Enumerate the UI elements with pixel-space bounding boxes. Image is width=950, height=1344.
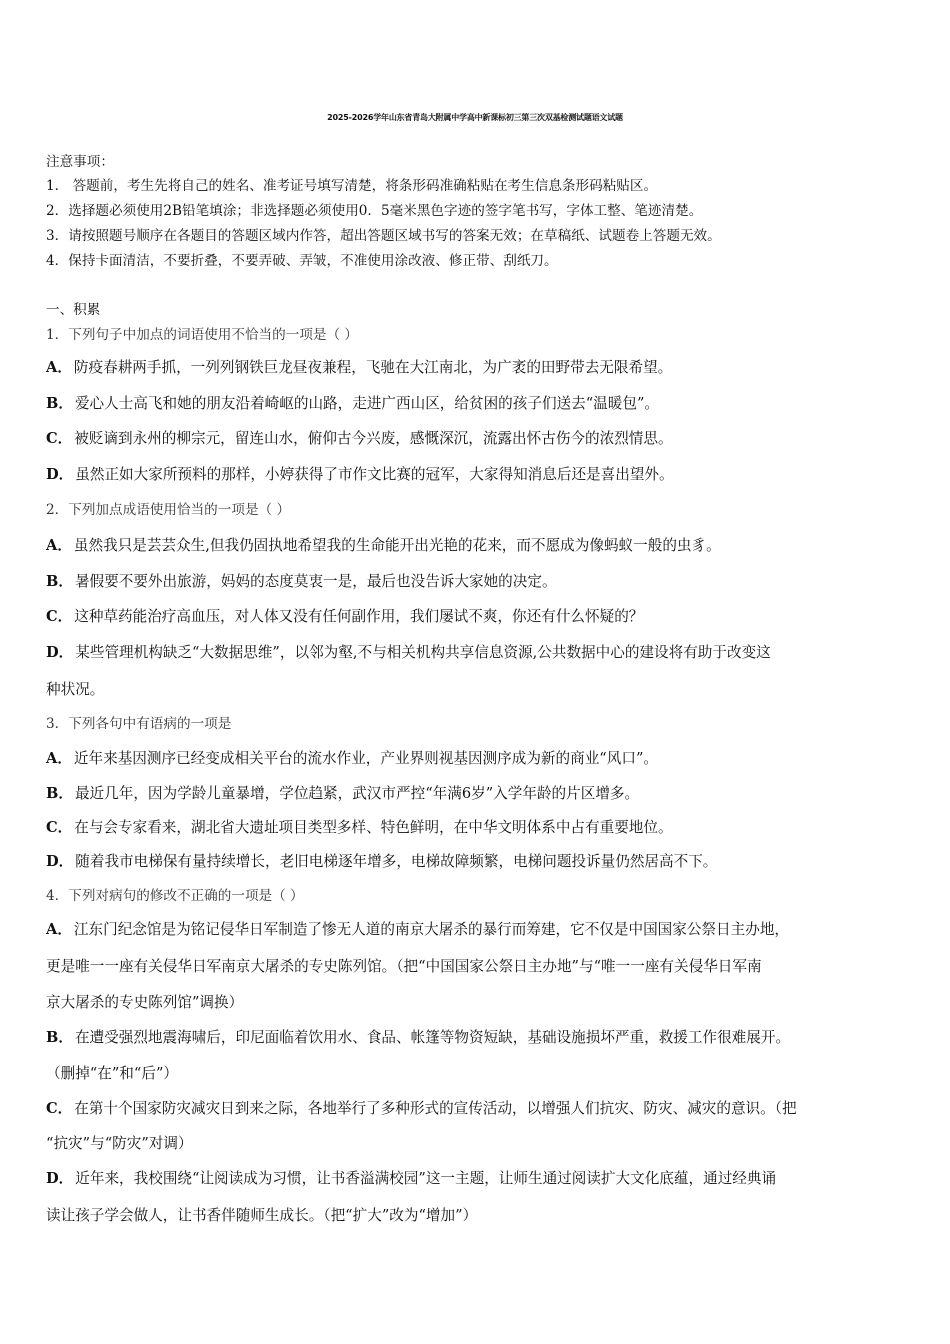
option-text: 虽然正如大家所预料的那样，小婷获得了市作文比赛的冠军，大家得知消息后还是喜出望外。 — [75, 466, 674, 483]
question-option — [46, 536, 721, 556]
question-stem: 1．下列句子中加点的词语使用不恰当的一项是（ ） — [46, 327, 359, 343]
option-continuation: “抗灾”与“防灾”对调） — [46, 1135, 193, 1152]
question-option — [46, 429, 673, 449]
option-text: 在与会专家看来，湖北省大遗址项目类型多样、特色鲜明，在中华文明体系中占有重要地位。 — [74, 819, 673, 836]
option-continuation: 更是唯一一座有关侵华日军南京大屠杀的专史陈列馆。（把“中国国家公祭日主办地”与“唯一一座有关侵华日军南 — [46, 958, 762, 975]
option-letter: D． — [46, 644, 74, 661]
question-option — [46, 572, 557, 592]
option-text: 防疫春耕两手抓，一列列钢铁巨龙昼夜兼程，飞驰在大江南北，为广袤的田野带去无限希望。 — [73, 359, 673, 376]
question-option — [46, 643, 771, 663]
option-letter: A． — [46, 537, 72, 554]
option-continuation: 京大屠杀的专史陈列馆”调换） — [46, 994, 244, 1011]
option-letter: A． — [46, 750, 72, 767]
notice-item: 1． 答题前，考生先将自己的姓名、准考证号填写清楚，将条形码准确粘贴在考生信息条形码粘贴区。 — [46, 178, 658, 194]
option-letter: C． — [46, 1100, 73, 1117]
option-text: 最近几年，因为学龄儿童暴增，学位趋紧，武汉市严控“年满6岁”入学年龄的片区增多。 — [74, 785, 640, 802]
page-title: 2025-2026学年山东省青岛大附属中学高中新课标初三第三次双基检测试题语文试题 — [327, 113, 623, 122]
question-stem: 3．下列各句中有语病的一项是 — [46, 716, 232, 732]
option-continuation: 读让孩子学会做人，让书香伴随师生成长。（把“扩大”改为“增加”） — [46, 1207, 478, 1224]
option-letter: C． — [46, 430, 73, 447]
section-heading: 一、积累 — [46, 302, 101, 318]
question-option — [46, 1028, 790, 1048]
question-stem: 4．下列对病句的修改不正确的一项是（ ） — [46, 888, 304, 904]
option-letter: C． — [46, 819, 73, 836]
option-text: 某些管理机构缺乏“大数据思维”，以邻为壑,不与相关机构共享信息资源,公共数据中心的建设将有助于改变这 — [75, 644, 771, 661]
option-letter: A． — [46, 921, 72, 938]
question-option — [46, 784, 639, 804]
question-option — [46, 818, 673, 838]
notice-item: 2．选择题必须使用2B铅笔填涂；非选择题必须使用0．5毫米黑色字迹的签字笔书写，字体工整、笔迹清楚。 — [46, 203, 703, 219]
question-option — [46, 358, 672, 378]
option-letter: B． — [46, 395, 73, 412]
option-text: 被贬谪到永州的柳宗元，留连山水，俯仰古今兴废，感慨深沉，流露出怀古伤今的浓烈情思。 — [74, 430, 673, 447]
option-text: 在第十个国家防灾减灾日到来之际，各地举行了多种形式的宣传活动，以增强人们抗灾、防灾、减灾的意识。（把 — [74, 1100, 797, 1117]
notice-item: 4．保持卡面清洁，不要折叠，不要弄破、弄皱，不准使用涂改液、修正带、刮纸刀。 — [46, 253, 558, 269]
option-text: 在遭受强烈地震海啸后，印尼面临着饮用水、食品、帐篷等物资短缺，基础设施损坏严重，救援工作很难展开。 — [74, 1029, 791, 1046]
option-text: 近年来基因测序已经变成相关平台的流水作业，产业界则视基因测序成为新的商业“风口”。 — [73, 750, 659, 767]
option-letter: B． — [46, 785, 73, 802]
notice-heading: 注意事项： — [46, 154, 114, 170]
question-option — [46, 1169, 776, 1189]
option-text: 爱心人士高飞和她的朋友沿着崎岖的山路，走进广西山区，给贫困的孩子们送去“温暖包”。 — [74, 395, 660, 412]
option-text: 这种草药能治疗高血压，对人体又没有任何副作用，我们屡试不爽，你还有什么怀疑的？ — [74, 608, 644, 625]
question-option — [46, 607, 643, 627]
option-letter: D． — [46, 853, 74, 870]
notice-item: 3．请按照题号顺序在各题目的答题区域内作答，超出答题区域书写的答案无效；在草稿纸、试题卷上答题无效。 — [46, 228, 721, 244]
option-letter: B． — [46, 1029, 73, 1046]
question-option — [46, 920, 789, 940]
option-text: 江东门纪念馆是为铭记侵华日军制造了惨无人道的南京大屠杀的暴行而筹建，它不仅是中国国家公祭日主办地， — [73, 921, 790, 938]
question-stem: 2．下列加点成语使用恰当的一项是（ ） — [46, 502, 291, 518]
option-text: 随着我市电梯保有量持续增长，老旧电梯逐年增多，电梯故障频繁，电梯问题投诉量仍然居高不下。 — [75, 853, 718, 870]
question-option — [46, 394, 659, 414]
option-letter: D． — [46, 1170, 74, 1187]
question-option — [46, 852, 717, 872]
option-text: 虽然我只是芸芸众生,但我仍固执地希望我的生命能开出光艳的花来，而不愿成为像蚂蚁一般的虫豸。 — [73, 537, 721, 554]
question-option — [46, 465, 674, 485]
question-option — [46, 749, 658, 769]
option-text: 暑假要不要外出旅游，妈妈的态度莫衷一是，最后也没告诉大家她的决定。 — [74, 573, 557, 590]
question-option — [46, 1099, 797, 1119]
option-letter: D． — [46, 466, 74, 483]
option-letter: C． — [46, 608, 73, 625]
option-text: 近年来，我校围绕“让阅读成为习惯，让书香溢满校园”这一主题，让师生通过阅读扩大文化底蕴，通过经典诵 — [75, 1170, 777, 1187]
option-continuation: （删掉“在”和“后”） — [46, 1065, 178, 1082]
option-letter: A． — [46, 359, 72, 376]
option-continuation: 种状况。 — [46, 681, 105, 698]
option-letter: B． — [46, 573, 73, 590]
